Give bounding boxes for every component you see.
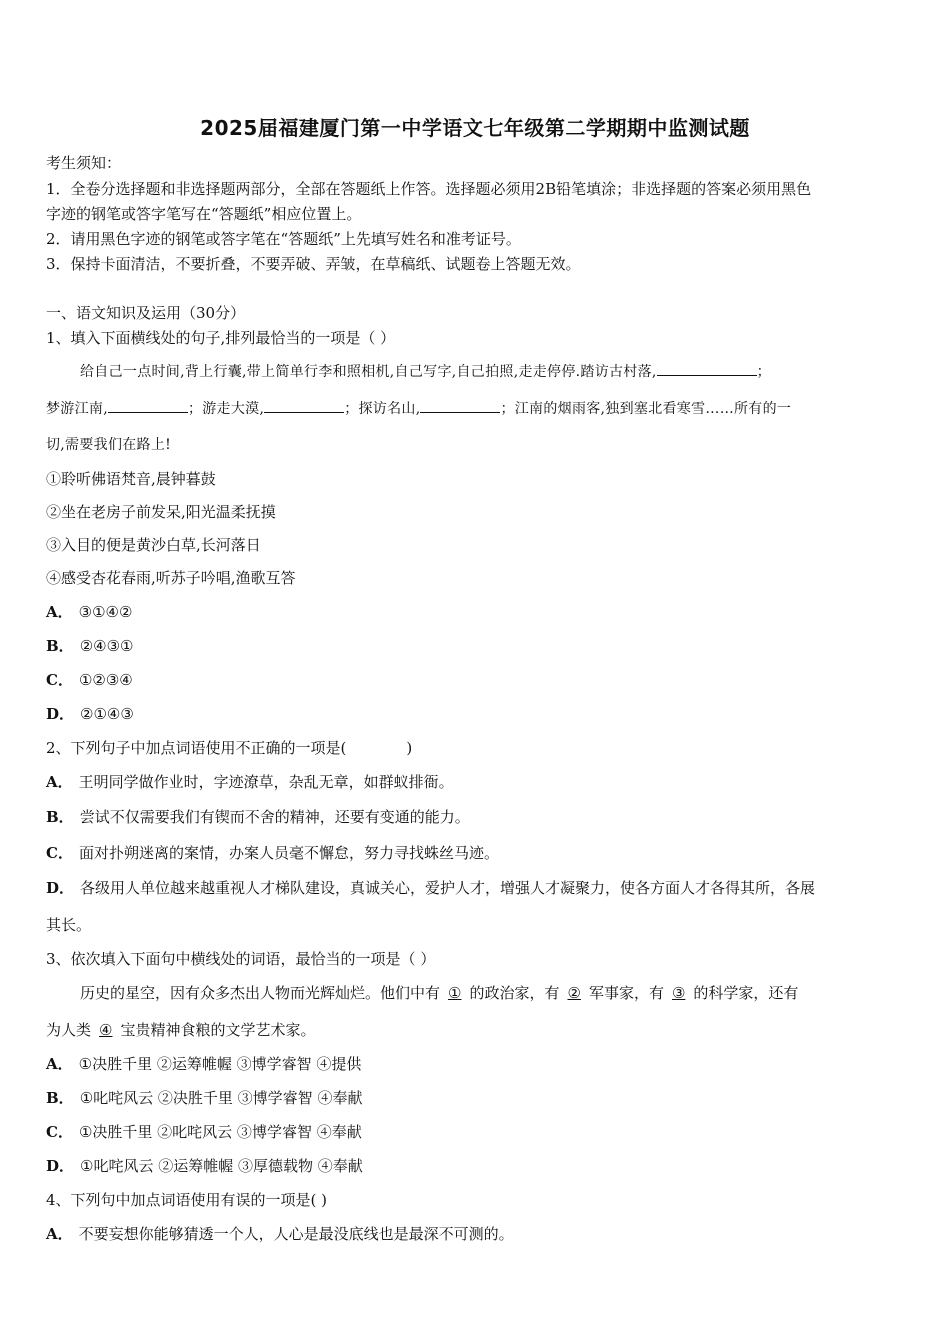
- q4-stem: 4、下列句中加点词语使用有误的一项是( ): [46, 1191, 328, 1209]
- q3-text-c: 军事家，有: [588, 984, 664, 1002]
- q3-option-c: [46, 1121, 362, 1142]
- q2-stem: [46, 737, 412, 758]
- option-text: ①②③④: [78, 671, 133, 689]
- option-text: ①叱咤风云 ②运筹帷幄 ③厚德载物 ④奉献: [80, 1157, 363, 1175]
- option-letter: A．: [46, 1225, 73, 1243]
- q3-passage-line2: [46, 1019, 315, 1040]
- q1-blank-2: [108, 398, 188, 413]
- notice-item-2: 2．请用黑色字迹的钢笔或答字笔在“答题纸”上先填写姓名和准考证号。: [46, 230, 521, 248]
- q1-passage-text1: 给自己一点时间,背上行囊,带上简单行李和照相机,自己写字,自己拍照,走走停停.踏访古村落,: [80, 364, 657, 380]
- q3-option-a: [46, 1053, 361, 1074]
- option-text: ①叱咤风云 ②决胜千里 ③博学睿智 ④奉献: [79, 1089, 363, 1107]
- q2-option-d-cont: 其长。: [46, 916, 92, 934]
- option-text: 面对扑朔迷离的案情，办案人员毫不懈怠，努力寻找蛛丝马迹。: [78, 844, 499, 862]
- q1-blank-4: [420, 398, 500, 413]
- q1-sentence-4: ④感受杏花春雨,听苏子吟唱,渔歌互答: [46, 569, 296, 587]
- option-letter: A．: [46, 603, 73, 621]
- q1-passage-line3: 切,需要我们在路上!: [46, 437, 172, 453]
- q1-option-b: [46, 635, 133, 656]
- option-text: 不要妄想你能够猜透一个人，人心是最没底线也是最深不可测的。: [78, 1225, 514, 1243]
- option-text: 各级用人单位越来越重视人才梯队建设，真诚关心，爱护人才，增强人才凝聚力，使各方面人才各得其所，各展: [80, 879, 816, 897]
- q3-blank-2: ②: [567, 984, 581, 1002]
- q3-passage-line1: [80, 982, 798, 1003]
- q1-sentence-2: ②坐在老房子前发呆,阳光温柔抚摸: [46, 503, 276, 521]
- q3-blank-4: ④: [99, 1021, 113, 1039]
- q1-option-d: [46, 703, 134, 724]
- q1-option-a: [46, 601, 132, 622]
- notice-item-1a: 1．全卷分选择题和非选择题两部分，全部在答题纸上作答。选择题必须用2B铅笔填涂；非选择题的答案必须用黑色: [46, 180, 812, 198]
- q3-text-f: 宝贵精神食粮的文学艺术家。: [120, 1021, 316, 1039]
- q1-blank-1: [657, 361, 757, 376]
- q1-stem: 1、填入下面横线处的句子,排列最恰当的一项是（ ）: [46, 329, 396, 347]
- q4-option-a: [46, 1223, 514, 1244]
- option-letter: D．: [46, 705, 75, 723]
- option-text: 尝试不仅需要我们有锲而不舍的精神，还要有变通的能力。: [79, 808, 470, 826]
- option-text: ②①④③: [80, 705, 134, 723]
- option-letter: B．: [46, 1089, 74, 1107]
- notice-item-3: 3．保持卡面清洁，不要折叠，不要弄破、弄皱，在草稿纸、试题卷上答题无效。: [46, 255, 581, 273]
- notice-heading: 考生须知：: [46, 154, 122, 172]
- q3-text-a: 历史的星空，因有众多杰出人物而光辉灿烂。他们中有: [80, 984, 441, 1002]
- option-text: 王明同学做作业时，字迹潦草，杂乱无章，如群蚁排衙。: [78, 773, 454, 791]
- q1-sentence-1: ①聆听佛语梵音,晨钟暮鼓: [46, 470, 216, 488]
- option-letter: C．: [46, 671, 73, 689]
- q2-stem-end: ): [406, 739, 413, 757]
- option-text: ①决胜千里 ②叱咤风云 ③博学睿智 ④奉献: [78, 1123, 362, 1141]
- option-letter: A．: [46, 773, 73, 791]
- q2-stem-text: 2、下列句子中加点词语使用不正确的一项是(: [46, 739, 347, 757]
- q1-passage-text2d: ；江南的烟雨客,独到塞北看寒雪……所有的一: [500, 401, 792, 417]
- option-text: ②④③①: [79, 637, 134, 655]
- option-letter: C．: [46, 844, 73, 862]
- q3-blank-3: ③: [671, 984, 686, 1002]
- q3-option-b: [46, 1087, 362, 1108]
- option-letter: B．: [46, 637, 74, 655]
- q1-sentence-3: ③入目的便是黄沙白草,长河落日: [46, 536, 261, 554]
- q3-option-d: [46, 1155, 363, 1176]
- option-letter: A．: [46, 1055, 73, 1073]
- notice-item-1b: 字迹的钢笔或答字笔写在“答题纸”相应位置上。: [46, 205, 362, 223]
- q3-text-e: 为人类: [46, 1021, 92, 1039]
- q3-blank-1: ①: [448, 984, 462, 1002]
- q1-passage-text2a: 梦游江南,: [46, 401, 108, 417]
- page-title: 2025届福建厦门第一中学语文七年级第二学期期中监测试题: [200, 116, 750, 140]
- q1-passage-text2c: ；探访名山,: [344, 401, 421, 417]
- q1-blank-3: [264, 398, 344, 413]
- section-heading: 一、语文知识及运用（30分）: [46, 304, 246, 322]
- q2-option-c: [46, 842, 499, 863]
- option-letter: C．: [46, 1123, 73, 1141]
- option-text: ①决胜千里 ②运筹帷幄 ③博学睿智 ④提供: [78, 1055, 362, 1073]
- q2-option-a: [46, 771, 454, 792]
- q3-text-b: 的政治家，有: [469, 984, 560, 1002]
- q1-option-c: [46, 669, 133, 690]
- q2-option-b: [46, 806, 470, 827]
- q1-passage-line1: 给自己一点时间,背上行囊,带上简单行李和照相机,自己写字,自己拍照,走走停停.踏访古村落, ；: [80, 361, 771, 381]
- option-letter: D．: [46, 879, 75, 897]
- option-text: ③①④②: [78, 603, 133, 621]
- q3-stem: 3、依次填入下面句中横线处的词语，最恰当的一项是（ ）: [46, 950, 436, 968]
- q2-option-d: [46, 877, 815, 898]
- option-letter: B．: [46, 808, 74, 826]
- q1-passage-line2: [46, 398, 791, 418]
- q1-passage-text2b: ；游走大漠,: [187, 401, 265, 417]
- option-letter: D．: [46, 1157, 75, 1175]
- q3-text-d: 的科学家，还有: [693, 984, 799, 1002]
